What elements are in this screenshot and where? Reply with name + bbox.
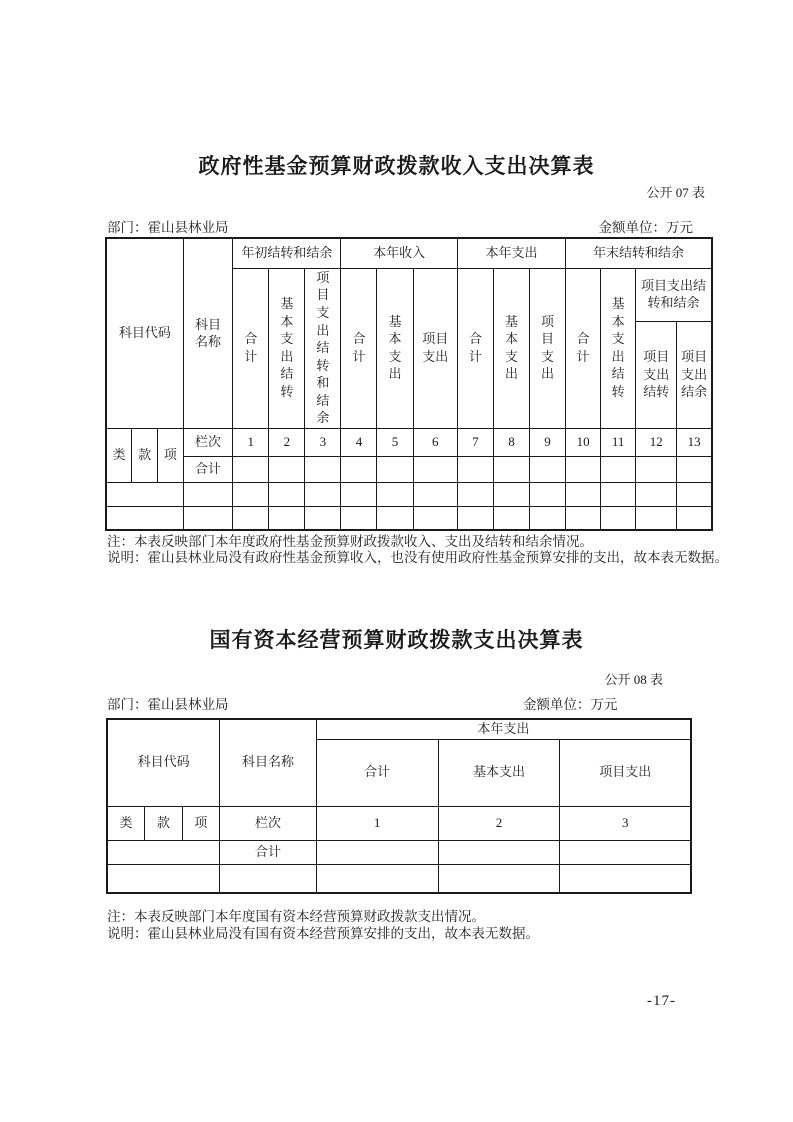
capital-table <box>106 718 692 894</box>
column-number-cell: 5 <box>377 428 413 456</box>
header-subject-name: 科目名称 <box>220 719 316 806</box>
blank-cell <box>529 482 565 506</box>
column-number-cell: 3 <box>560 806 691 840</box>
blank-cell <box>601 456 636 482</box>
blank-cell <box>183 506 232 530</box>
fund-department-label: 部门：霍山县林业局 <box>107 220 229 235</box>
blank-cell <box>233 482 269 506</box>
fund-sheet-label: 公开 07 表 <box>646 185 705 200</box>
column-number-cell: 2 <box>438 806 560 840</box>
header-expense-group: 本年支出 <box>457 238 565 268</box>
column-number-cell: 7 <box>457 428 493 456</box>
column-index-label: 栏次 <box>220 806 316 840</box>
header-begin-project-carryover-balance: 项目支出结转和结余 <box>305 268 341 428</box>
blank-cell <box>106 482 183 506</box>
column-number-cell: 12 <box>636 428 677 456</box>
blank-cell <box>377 456 413 482</box>
blank-cell <box>341 506 377 530</box>
total-row-label: 合计 <box>220 840 316 864</box>
blank-cell <box>413 456 457 482</box>
blank-cell <box>377 482 413 506</box>
blank-cell <box>107 864 220 893</box>
column-number-cell: 4 <box>341 428 377 456</box>
blank-cell <box>457 482 493 506</box>
blank-cell <box>413 506 457 530</box>
header-begin-basic-carryover: 基本支出结转 <box>269 268 305 428</box>
header-expense-total: 合计 <box>316 739 438 806</box>
header-expense-total: 合计 <box>457 268 493 428</box>
blank-cell <box>493 506 529 530</box>
blank-cell <box>269 456 305 482</box>
capital-department-label: 部门：霍山县林业局 <box>107 697 229 712</box>
blank-cell <box>529 506 565 530</box>
blank-cell <box>560 840 691 864</box>
column-number-cell: 9 <box>529 428 565 456</box>
blank-cell <box>566 482 601 506</box>
blank-cell <box>269 506 305 530</box>
capital-sheet-label: 公开 08 表 <box>604 672 663 687</box>
column-number-cell: 2 <box>269 428 305 456</box>
blank-cell <box>457 506 493 530</box>
blank-cell <box>305 456 341 482</box>
blank-cell <box>636 506 677 530</box>
blank-cell <box>566 456 601 482</box>
blank-cell <box>636 482 677 506</box>
header-code-section: 款 <box>132 428 158 482</box>
blank-cell <box>677 482 712 506</box>
column-number-cell: 1 <box>316 806 438 840</box>
header-expense-project: 项目支出 <box>560 739 691 806</box>
blank-cell <box>601 482 636 506</box>
column-number-cell: 6 <box>413 428 457 456</box>
header-expense-project: 项目支出 <box>529 268 565 428</box>
capital-table-note: 注：本表反映部门本年度国有资本经营预算财政拨款支出情况。 <box>107 909 485 924</box>
blank-cell <box>305 506 341 530</box>
blank-cell <box>269 482 305 506</box>
header-end-project-carryover-balance-group: 项目支出结转和结余 <box>636 268 712 321</box>
header-end-total: 合计 <box>566 268 601 428</box>
blank-cell <box>316 840 438 864</box>
fund-table <box>105 237 713 531</box>
column-index-label: 栏次 <box>183 428 232 456</box>
header-end-project-balance: 项目支出结余 <box>677 321 712 428</box>
header-expense-group: 本年支出 <box>316 719 691 739</box>
blank-cell <box>413 482 457 506</box>
header-code-class: 类 <box>107 806 145 840</box>
blank-cell <box>677 506 712 530</box>
blank-cell <box>493 456 529 482</box>
header-expense-basic: 基本支出 <box>438 739 560 806</box>
header-code-class: 类 <box>106 428 132 482</box>
header-code-section: 款 <box>145 806 183 840</box>
column-number-cell: 1 <box>233 428 269 456</box>
blank-cell <box>601 506 636 530</box>
blank-cell <box>377 506 413 530</box>
fund-table-explanation: 说明：霍山县林业局没有政府性基金预算收入，也没有使用政府性基金预算安排的支出，故本表无数据。 <box>107 550 728 565</box>
total-row-label: 合计 <box>183 456 232 482</box>
header-begin-carryover-group: 年初结转和结余 <box>233 238 341 268</box>
header-end-basic-carryover: 基本支出结转 <box>601 268 636 428</box>
header-subject-code: 科目代码 <box>107 719 220 806</box>
blank-cell <box>233 506 269 530</box>
blank-cell <box>183 482 232 506</box>
blank-cell <box>341 456 377 482</box>
header-begin-total: 合计 <box>233 268 269 428</box>
column-number-cell: 10 <box>566 428 601 456</box>
blank-cell <box>493 482 529 506</box>
blank-cell <box>677 456 712 482</box>
header-expense-basic: 基本支出 <box>493 268 529 428</box>
page-number: -17- <box>647 993 676 1009</box>
header-end-project-carryover: 项目支出结转 <box>636 321 677 428</box>
blank-cell <box>438 864 560 893</box>
blank-cell <box>636 456 677 482</box>
blank-cell <box>341 482 377 506</box>
fund-table-note: 注：本表反映部门本年度政府性基金预算财政拨款收入、支出及结转和结余情况。 <box>107 534 593 549</box>
fund-unit-label: 金额单位：万元 <box>598 220 693 235</box>
header-income-basic: 基本支出 <box>377 268 413 428</box>
blank-cell <box>233 456 269 482</box>
column-number-cell: 3 <box>305 428 341 456</box>
blank-cell <box>220 864 316 893</box>
blank-cell <box>560 864 691 893</box>
blank-cell <box>106 506 183 530</box>
fund-table-title: 政府性基金预算财政拨款收入支出决算表 <box>198 155 595 178</box>
blank-cell <box>529 456 565 482</box>
blank-cell <box>438 840 560 864</box>
blank-cell <box>305 482 341 506</box>
column-number-cell: 11 <box>601 428 636 456</box>
header-end-carryover-group: 年末结转和结余 <box>566 238 712 268</box>
header-subject-name: 科目名称 <box>183 238 232 428</box>
header-subject-code: 科目代码 <box>106 238 183 428</box>
capital-table-title: 国有资本经营预算财政拨款支出决算表 <box>209 629 584 652</box>
blank-cell <box>566 506 601 530</box>
header-code-item: 项 <box>158 428 184 482</box>
header-code-item: 项 <box>182 806 220 840</box>
blank-cell <box>107 840 220 864</box>
column-number-cell: 8 <box>493 428 529 456</box>
capital-unit-label: 金额单位：万元 <box>523 697 618 712</box>
header-income-total: 合计 <box>341 268 377 428</box>
blank-cell <box>457 456 493 482</box>
capital-table-explanation: 说明：霍山县林业局没有国有资本经营预算安排的支出，故本表无数据。 <box>107 926 539 941</box>
column-number-cell: 13 <box>677 428 712 456</box>
blank-cell <box>316 864 438 893</box>
header-income-group: 本年收入 <box>341 238 457 268</box>
header-income-project: 项目支出 <box>413 268 457 428</box>
